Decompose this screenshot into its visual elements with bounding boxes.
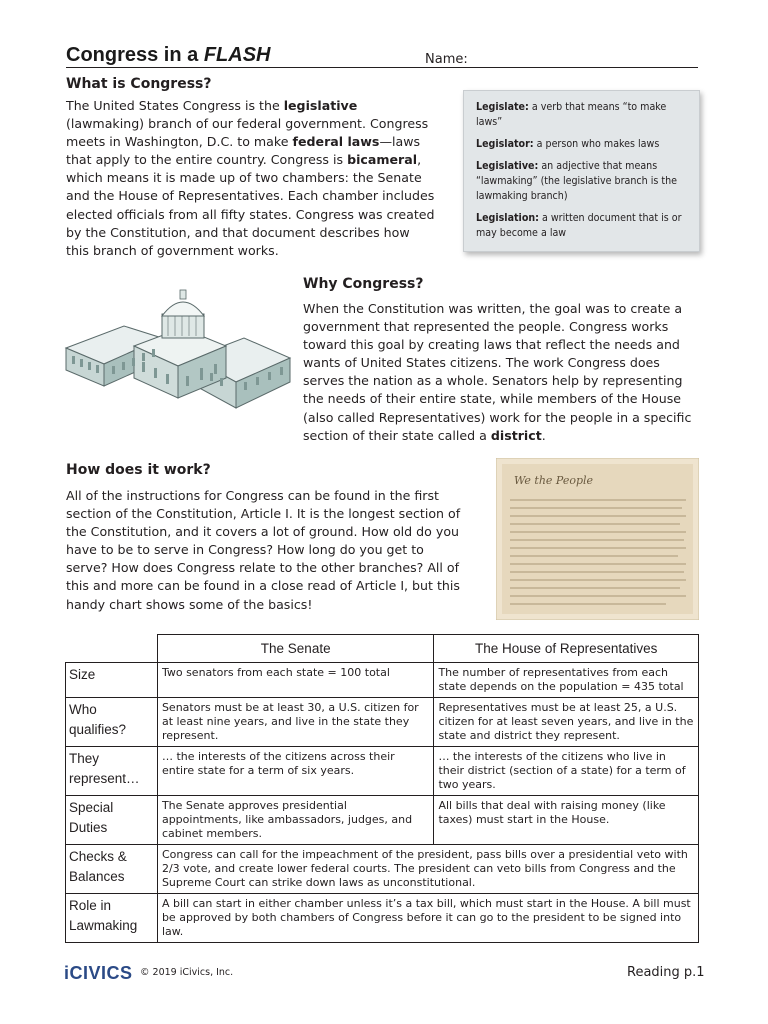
name-label: Name: [425,52,468,67]
title-flash: FLASH [203,44,271,66]
column-header-house: The House of Representatives [434,635,699,663]
row-label-role-in-lawmaking: Role in Lawmaking [66,894,158,943]
senate-cell: … the interests of the citizens across their entire state for a term of six years. [157,747,433,796]
copyright-text: © 2019 iCivics, Inc. [140,967,234,978]
table-row [66,845,699,894]
page-number: Reading p.1 [627,965,705,980]
senate-cell: Senators must be at least 30, a U.S. citizen for at least nine years, and live in the state they represent. [157,698,433,747]
capitol-building-illustration [64,286,294,420]
vocab-legislator: Legislator: a person who makes laws [476,138,660,150]
role-in-lawmaking-cell: A bill can start in either chamber unless it’s a tax bill, which must start in the House. A bill must be approved by both chambers of Congress before it can go to the president to be signed into law. [157,894,698,943]
row-label-special-duties: Special Duties [66,796,158,845]
how-does-it-work-heading: How does it work? [66,462,211,478]
constitution-document-image [496,458,699,620]
row-label-checks-and-balances: Checks & Balances [66,845,158,894]
house-cell: Representatives must be at least 25, a U.S. citizen for at least seven years, and live in the state and district they represent. [434,698,699,747]
checks-and-balances-cell: Congress can call for the impeachment of the president, pass bills over a presidential veto with 2/3 vote, and create lower federal courts. The president can veto bills from Congress and the Supreme Court can strike down laws as unconstitutional. [157,845,698,894]
row-label-size: Size [66,663,158,698]
document-script-heading: We the People [514,474,594,487]
table-corner-cell [66,635,158,663]
icivics-logo: iCIVICS [64,963,133,983]
row-label-they-represent: They represent… [66,747,158,796]
why-congress-paragraph: When the Constitution was written, the goal was to create a government that represented the people. Congress works toward this goal by creating laws that reflect the needs and wants of United States citizens. The work Congress does serves the nation as a whole. Senators help by representing the needs of their entire state, while members of the House (also called Representatives) work for the people in a specific section of their state called a district. [303,301,692,443]
what-is-congress-paragraph: The United States Congress is the legislative (lawmaking) branch of our federal government. Congress meets in Washington, D.C. to make federal laws—laws that apply to the entire country. Congress is bicameral, which means it is made up of two chambers: the Senate and the House of Representatives. Each chamber includes elected officials from all fifty states. Congress was created by the Constitution, and that document describes how this branch of government works. [66,98,435,258]
house-cell: All bills that deal with raising money (like taxes) must start in the House. [434,796,699,845]
table-row [66,894,699,943]
vocab-legislate: Legislate: a verb that means “to make laws” [476,101,667,128]
column-header-senate: The Senate [157,635,433,663]
senate-cell: The Senate approves presidential appointments, like ambassadors, judges, and cabinet members. [157,796,433,845]
senate-house-comparison-table [65,634,699,943]
vocab-legislative: Legislative: an adjective that means “lawmaking” (the legislative branch is the lawmaking branch) [476,160,677,202]
house-cell: … the interests of the citizens who live in their district (section of a state) for a term of two years. [434,747,699,796]
what-is-congress-heading: What is Congress? [66,76,212,92]
vocab-legislation: Legislation: a written document that is or may become a law [476,212,682,239]
vocabulary-box [463,90,700,252]
how-does-it-work-paragraph: All of the instructions for Congress can be found in the first section of the Constitution, Article I. It is the longest section of the Constitution, and it covers a lot of ground. How old do you have to be to serve in Congress? How long do you get to serve? How does Congress relate to the other branches? All of this and more can be found in a close read of Article I, but this handy chart shows some of the basics! [66,488,461,612]
senate-cell: Two senators from each state = 100 total [157,663,433,698]
table-row [66,796,699,845]
table-row [66,698,699,747]
page-title: Congress in a FLASH [66,44,271,66]
why-congress-heading: Why Congress? [303,276,424,292]
house-cell: The number of representatives from each state depends on the population = 435 total [434,663,699,698]
table-row [66,663,699,698]
table-header-row [66,635,699,663]
row-label-who-qualifies: Who qualifies? [66,698,158,747]
table-row [66,747,699,796]
title-underline [66,67,698,68]
